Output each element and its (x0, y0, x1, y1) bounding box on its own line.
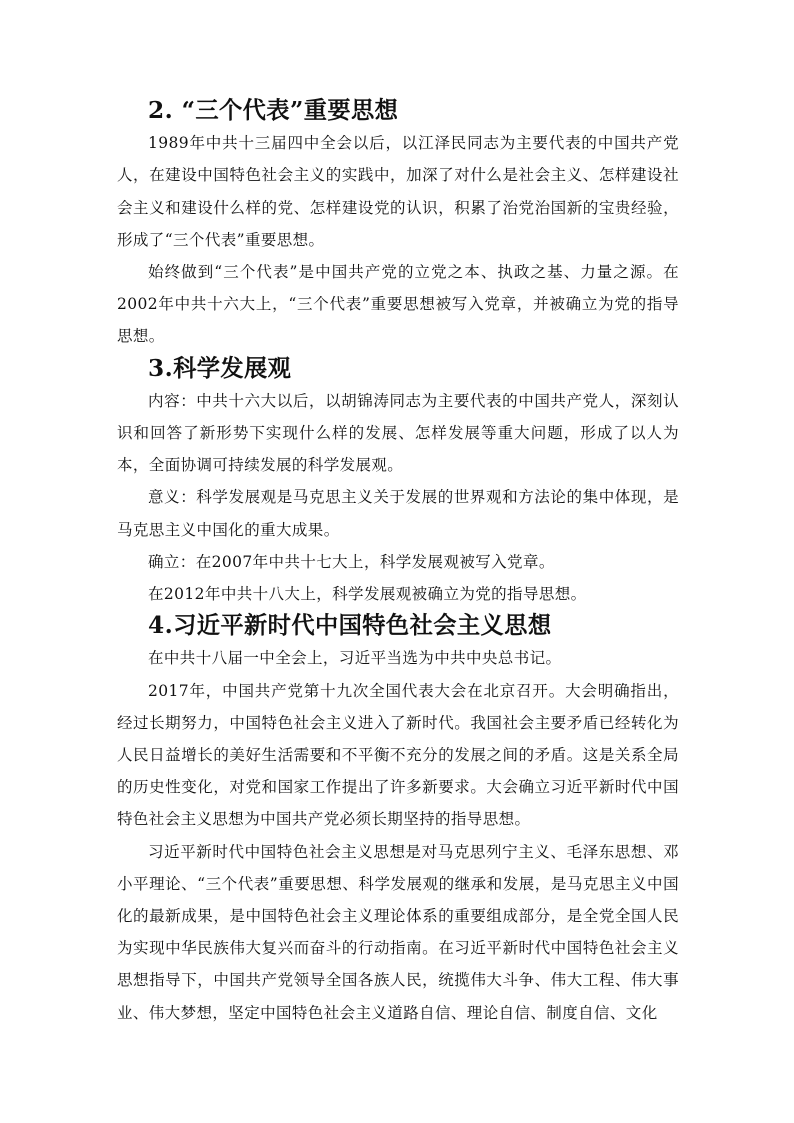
paragraph: 习近平新时代中国特色社会主义思想是对马克思列宁主义、毛泽东思想、邓小平理论、“三个代表”重要思想、科学发展观的继承和发展，是马克思主义中国化的最新成果，是中国特色社会主义理论体系的重要组成部分，是全党全国人民为实现中华民族伟大复兴而奋斗的行动指南。在习近平新时代中国特色社会主义思想指导下，中国共产党领导全国各族人民，统揽伟大斗争、伟大工程、伟大事业、伟大梦想，坚定中国特色社会主义道路自信、理论自信、制度自信、文化 (117, 842, 679, 1022)
section-heading-scientific-outlook: 3.科学发展观 (148, 354, 292, 382)
section-heading-three-represents: 2. “三个代表”重要思想 (148, 97, 399, 124)
paragraph: 1989年中共十三届四中全会以后，以江泽民同志为主要代表的中国共产党人，在建设中国特色社会主义的实践中，加深了对什么是社会主义、怎样建设社会主义和建设什么样的党、怎样建设党的认识，积累了治党治国新的宝贵经验，形成了“三个代表”重要思想。 (117, 134, 679, 249)
paragraph: 始终做到“三个代表”是中国共产党的立党之本、执政之基、力量之源。在2002年中共十六大上，“三个代表”重要思想被写入党章，并被确立为党的指导思想。 (117, 263, 679, 346)
paragraph: 意义：科学发展观是马克思主义关于发展的世界观和方法论的集中体现，是马克思主义中国化的重大成果。 (117, 488, 679, 539)
paragraph: 2017年，中国共产党第十九次全国代表大会在北京召开。大会明确指出，经过长期努力，中国特色社会主义进入了新时代。我国社会主要矛盾已经转化为人民日益增长的美好生活需要和不平衡不充分的发展之间的矛盾。这是关系全局的历史性变化，对党和国家工作提出了许多新要求。大会确立习近平新时代中国特色社会主义思想为中国共产党必须长期坚持的指导思想。 (117, 681, 679, 829)
document-body (117, 95, 679, 1029)
paragraph: 内容：中共十六大以后，以胡锦涛同志为主要代表的中国共产党人，深刻认识和回答了新形势下实现什么样的发展、怎样发展等重大问题，形成了以人为本，全面协调可持续发展的科学发展观。 (117, 391, 679, 475)
paragraph: 确立：在2007年中共十七大上，科学发展观被写入党章。 (148, 552, 555, 571)
paragraph: 在2012年中共十八大上，科学发展观被确立为党的指导思想。 (148, 585, 587, 604)
section-heading-xi-thought: 4.习近平新时代中国特色社会主义思想 (148, 612, 552, 640)
paragraph: 在中共十八届一中全会上，习近平当选为中共中央总书记。 (148, 649, 562, 668)
